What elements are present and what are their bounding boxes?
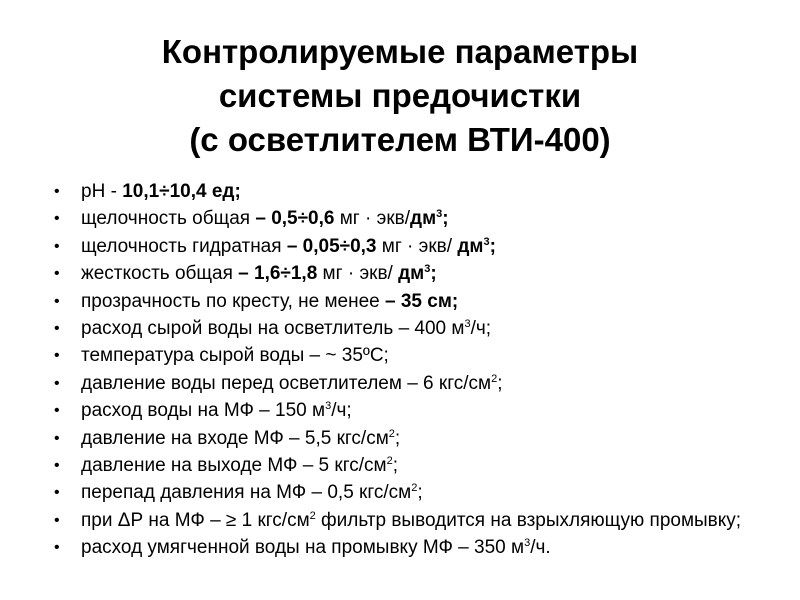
parameter-item — [54, 318, 774, 339]
bullet-icon: • — [54, 374, 60, 392]
item-text: ; — [497, 372, 503, 394]
item-text: перепад давления на МФ – 0,5 кгс/см — [81, 482, 412, 504]
item-text: ; — [430, 263, 437, 285]
item-text: – 0,05÷0,3 — [286, 235, 377, 257]
item-text: прозрачность по кресту, не менее — [81, 290, 385, 312]
item-text: расход умягченной воды на промывку МФ – 350 м — [81, 537, 525, 559]
item-text: /ч. — [530, 537, 551, 559]
bullet-icon: • — [54, 402, 60, 420]
superscript-text: 2 — [309, 509, 316, 522]
bullet-icon: • — [54, 265, 60, 283]
bullet-icon: • — [54, 292, 60, 310]
item-text: ; — [394, 427, 401, 449]
superscript-text: 3 — [464, 317, 471, 330]
item-text: – 0,5÷0,6 — [255, 208, 335, 230]
parameter-item — [54, 208, 774, 229]
item-text: ; — [417, 482, 423, 504]
item-text: ; — [392, 454, 398, 476]
bullet-icon: • — [54, 319, 60, 337]
superscript-text: 3 — [524, 537, 531, 550]
item-text: дм — [457, 235, 484, 257]
parameter-item — [54, 181, 774, 202]
item-text: ; — [442, 208, 449, 230]
item-text: дм — [398, 263, 425, 285]
title-line-2: системы предочистки — [218, 77, 582, 114]
item-text: – 35 см; — [385, 290, 459, 312]
item-text: при ΔР на МФ – ≥ 1 кгс/см — [81, 509, 310, 531]
bullet-icon: • — [54, 347, 60, 365]
superscript-text: 2 — [411, 482, 418, 495]
item-text: /ч; — [470, 317, 492, 339]
bullet-icon: • — [54, 210, 60, 228]
parameter-item — [54, 482, 774, 503]
title-line-3: (с осветлителем ВТИ-400) — [189, 121, 611, 158]
superscript-text: 3 — [483, 235, 490, 248]
bullet-icon: • — [54, 456, 60, 474]
parameter-item — [54, 510, 774, 531]
item-text: 10,1÷10,4 ед; — [122, 181, 241, 202]
superscript-text: 2 — [491, 372, 498, 385]
bullet-icon: • — [54, 511, 60, 529]
item-text: ; — [489, 235, 496, 257]
item-text: мг · экв/ — [334, 208, 411, 230]
bullet-icon: • — [54, 237, 60, 255]
item-text: щелочность гидратная — [81, 235, 287, 257]
parameter-item — [54, 291, 774, 312]
item-text: – 1,6÷1,8 — [238, 263, 318, 285]
bullet-icon: • — [54, 484, 60, 502]
item-text: фильтр выводится на взрыхляющую промывку; — [315, 509, 742, 531]
item-text: давление воды перед осветлителем – 6 кгс/см — [81, 372, 492, 394]
parameter-item — [54, 428, 774, 449]
parameter-item — [54, 537, 774, 558]
parameter-item — [54, 373, 774, 394]
item-text: расход воды на МФ – 150 м — [81, 400, 326, 422]
item-text: расход сырой воды на осветлитель – 400 м — [81, 317, 465, 339]
item-text: давление на входе МФ – 5,5 кгс/см — [81, 427, 389, 449]
superscript-text: 2 — [388, 427, 395, 440]
superscript-text: 3 — [436, 208, 443, 221]
title-line-1: Контролируемые параметры — [161, 33, 639, 70]
parameter-item — [54, 236, 774, 257]
parameter-list — [54, 181, 774, 564]
bullet-icon: • — [54, 429, 60, 447]
slide-title — [0, 30, 800, 162]
bullet-icon: • — [54, 183, 60, 200]
item-text: /ч; — [331, 400, 352, 422]
superscript-text: 3 — [325, 400, 332, 413]
item-text: жесткость общая — [81, 263, 239, 285]
item-text: мг · экв/ — [376, 235, 458, 257]
superscript-text: 2 — [386, 454, 393, 467]
item-text: pH - — [81, 181, 123, 202]
item-text: температура сырой воды – ~ 35ºС; — [81, 345, 389, 367]
parameter-item — [54, 345, 774, 366]
item-text: мг · экв/ — [317, 263, 399, 285]
parameter-item — [54, 400, 774, 421]
parameter-item — [54, 455, 774, 476]
superscript-text: 3 — [424, 263, 431, 276]
bullet-icon: • — [54, 539, 60, 557]
item-text: давление на выходе МФ – 5 кгс/см — [81, 454, 387, 476]
parameter-item — [54, 263, 774, 284]
item-text: дм — [410, 208, 437, 230]
item-text: щелочность общая — [81, 208, 256, 230]
